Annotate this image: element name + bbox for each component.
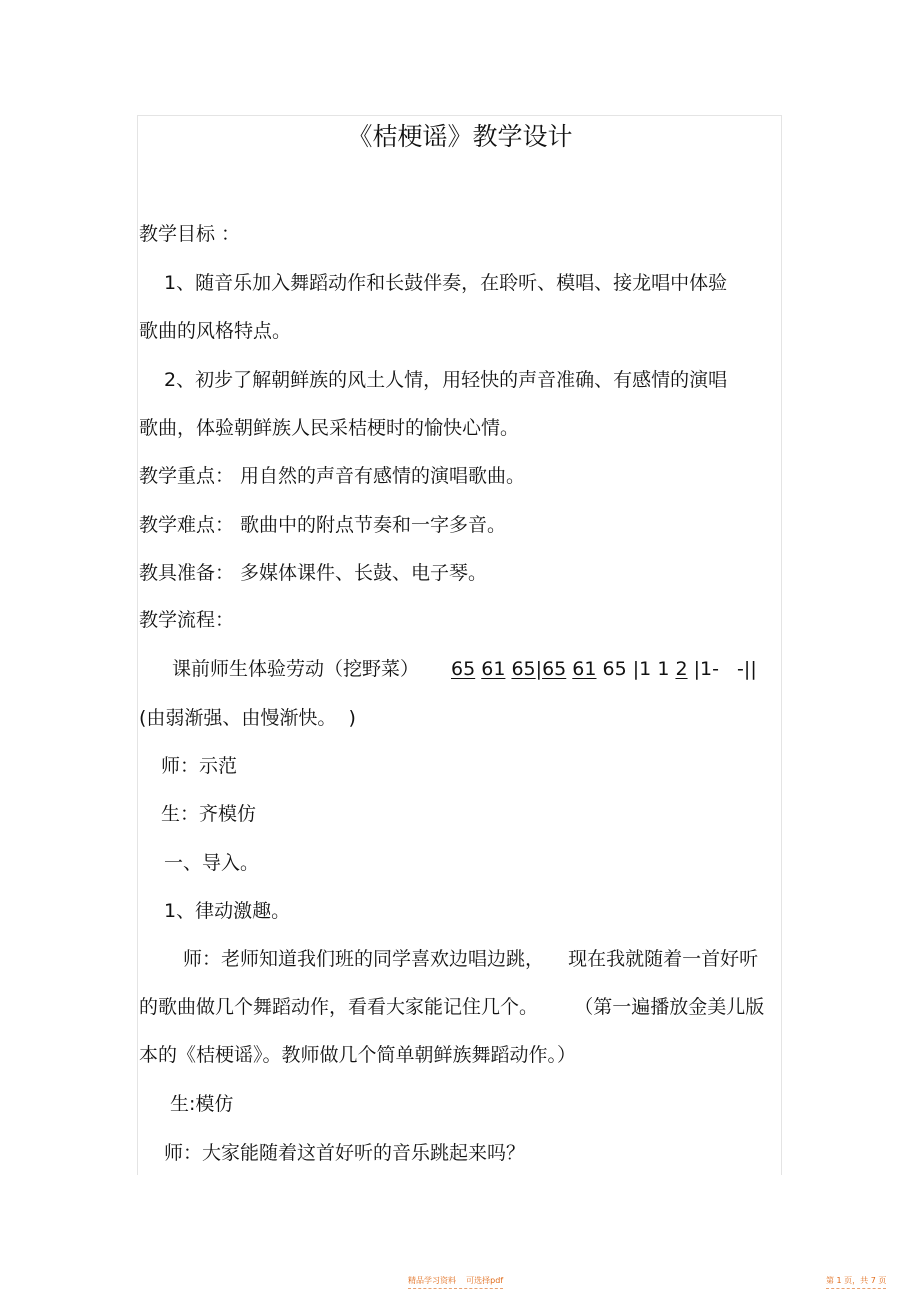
barline-1: |	[535, 658, 543, 680]
note-1: 65	[451, 658, 476, 680]
process-heading: 教学流程：	[139, 609, 235, 631]
note-3: 65	[511, 658, 536, 680]
note-8: 2	[675, 658, 688, 680]
student-line: 生:模仿	[170, 1093, 234, 1115]
note-5: 61	[572, 658, 597, 680]
goal-2-line-1: 2、初步了解朝鲜族的风土人情，用轻快的声音准确、有感情的演唱	[164, 369, 728, 391]
note-7: 1	[657, 658, 670, 680]
teaching-tools: 教具准备： 多媒体课件、长鼓、电子琴。	[139, 562, 488, 584]
teacher-talk-line-3: 本的《桔梗谣》。教师做几个简单朝鲜族舞蹈动作。）	[139, 1044, 577, 1066]
subsection-rhythm: 1、律动激趣。	[164, 900, 291, 922]
section-intro: 一、导入。	[164, 852, 260, 874]
document-title: 《桔梗谣》教学设计	[347, 122, 573, 151]
teacher-talk-line-2: 的歌曲做几个舞蹈动作，看看大家能记住几个。 （第一遍播放金美儿版	[139, 996, 765, 1018]
rhythm-notation	[451, 656, 757, 682]
barline-2: |1	[632, 658, 652, 680]
teacher-question: 师：大家能随着这首好听的音乐跳起来吗？	[164, 1142, 526, 1164]
key-point: 教学重点： 用自然的声音有感情的演唱歌曲。	[139, 465, 526, 487]
goal-1-line-2: 歌曲的风格特点。	[139, 320, 292, 342]
goals-heading: 教学目标 ：	[139, 223, 241, 245]
teacher-demo: 师：示范	[161, 755, 238, 777]
warmup-label: 课前师生体验劳动（挖野菜）	[172, 658, 420, 680]
student-imitate: 生：齐模仿	[161, 803, 257, 825]
footer-page-number: 第 1 页，共 7 页	[826, 1275, 886, 1289]
note-2: 61	[481, 658, 506, 680]
footer-watermark: 精品学习资料 可选择pdf	[408, 1275, 503, 1289]
notation-end: |1- -||	[693, 658, 757, 680]
warmup-note: (由弱渐强、由慢渐快。 )	[139, 707, 356, 729]
difficulty: 教学难点： 歌曲中的附点节奏和一字多音。	[139, 514, 507, 536]
teacher-talk-line-1: 师：老师知道我们班的同学喜欢边唱边跳， 现在我就随着一首好听	[183, 948, 759, 970]
note-4: 65	[542, 658, 567, 680]
goal-1-line-1: 1、随音乐加入舞蹈动作和长鼓伴奏，在聆听、模唱、接龙唱中体验	[164, 272, 728, 294]
goal-2-line-2: 歌曲，体验朝鲜族人民采桔梗时的愉快心情。	[139, 417, 520, 439]
note-6: 65	[602, 658, 627, 680]
